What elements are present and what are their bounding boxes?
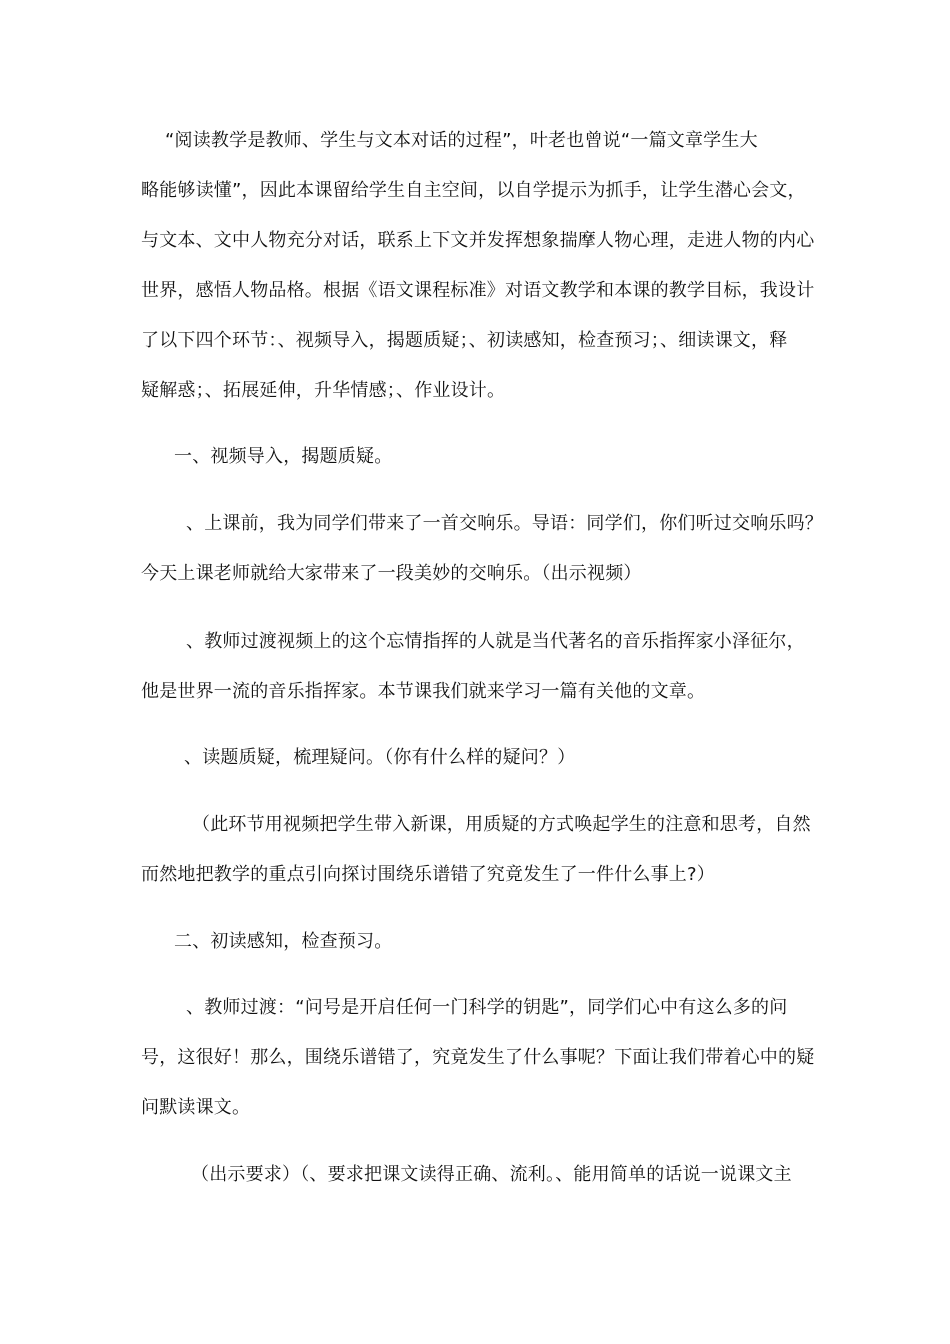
paragraph-1-line-5: 了以下四个环节：、视频导入，揭题质疑；、初读感知，检查预习；、细读课文，释: [141, 330, 788, 351]
paragraph-6-line-3: 问默读课文。: [141, 1097, 251, 1118]
paragraph-4-line-1: 、读题质疑，梳理疑问。（你有什么样的疑问？）: [184, 747, 576, 768]
paragraph-1-line-6: 疑解惑；、拓展延伸，升华情感；、作业设计。: [141, 380, 506, 401]
paragraph-5-line-1: （此环节用视频把学生带入新课，用质疑的方式唤起学生的注意和思考，自然: [192, 814, 811, 835]
paragraph-6-line-2: 号，这很好！那么，围绕乐谱错了，究竟发生了什么事呢？下面让我们带着心中的疑: [141, 1047, 815, 1068]
section-heading-1: 一、视频导入，揭题质疑。: [174, 446, 393, 467]
paragraph-2-line-2: 今天上课老师就给大家带来了一段美妙的交响乐。（出示视频）: [141, 563, 642, 584]
paragraph-1-line-1: “阅读教学是教师、学生与文本对话的过程”，叶老也曾说“一篇文章学生大: [165, 130, 758, 151]
paragraph-3-line-1: 、教师过渡视频上的这个忘情指挥的人就是当代著名的音乐指挥家小泽征尔，: [186, 631, 805, 652]
paragraph-1-line-4: 世界，感悟人物品格。根据《语文课程标准》对语文教学和本课的教学目标，我设计: [141, 280, 815, 301]
paragraph-3-line-2: 他是世界一流的音乐指挥家。本节课我们就来学习一篇有关他的文章。: [141, 681, 706, 702]
paragraph-6-line-1: 、教师过渡：“问号是开启任何一门科学的钥匙”，同学们心中有这么多的问: [186, 997, 788, 1018]
paragraph-1-line-3: 与文本、文中人物充分对话，联系上下文并发挥想象揣摩人物心理，走进人物的内心: [141, 230, 815, 251]
section-heading-2: 二、初读感知，检查预习。: [174, 931, 393, 952]
paragraph-5-line-2: 而然地把教学的重点引向探讨围绕乐谱错了究竟发生了一件什么事上?）: [141, 864, 715, 885]
paragraph-2-line-1: 、上课前，我为同学们带来了一首交响乐。导语：同学们，你们听过交响乐吗？: [186, 513, 823, 534]
paragraph-1-line-2: 略能够读懂”，因此本课留给学生自主空间，以自学提示为抓手，让学生潜心会文，: [141, 180, 806, 201]
paragraph-7-line-1: （出示要求）（、要求把课文读得正确、流利。、能用简单的话说一说课文主: [191, 1164, 792, 1185]
